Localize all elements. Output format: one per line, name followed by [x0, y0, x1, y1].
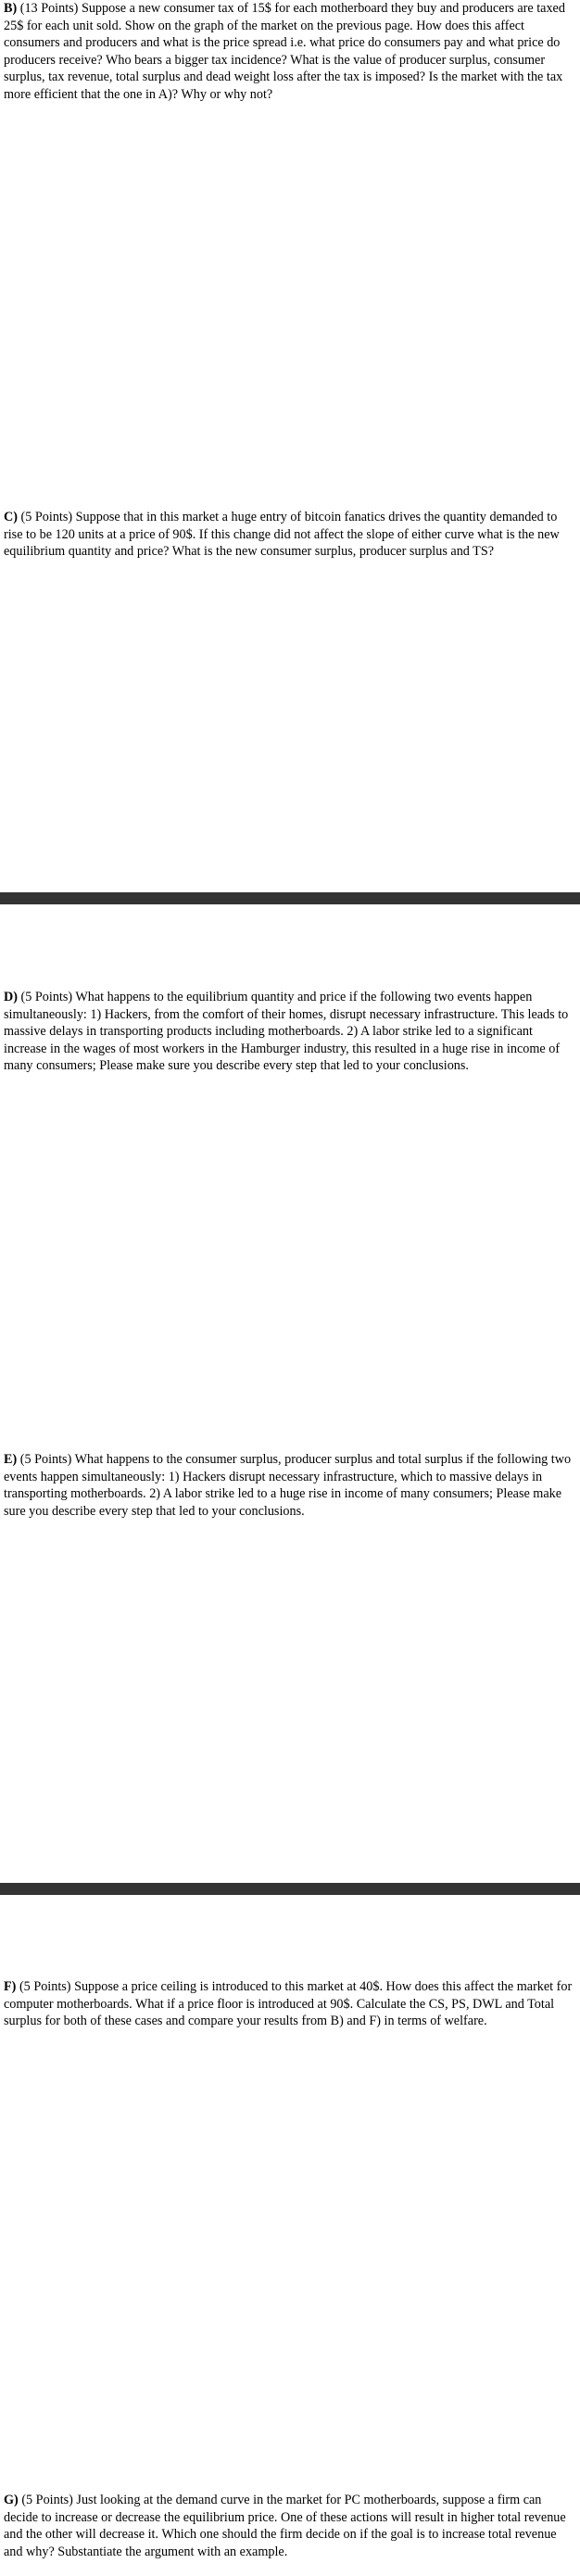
question-b	[4, 0, 578, 103]
question-label: E)	[4, 1452, 18, 1467]
page-divider	[0, 1883, 580, 1895]
question-f	[4, 1978, 578, 2030]
question-d	[4, 989, 578, 1075]
question-label: F)	[4, 1979, 17, 1994]
question-text: (5 Points) What happens to the consumer surplus, producer surplus and total surplus if the following two events happen simultaneously: 1) Hackers disrupt necessary infrastructure, which to massive delays in transporting motherboards. 2) A labor strike led to a huge rise in income of many consumers; Please make sure you describe every step that led to your conclusions.	[4, 1452, 572, 1519]
question-text: (5 Points) What happens to the equilibrium quantity and price if the following two events happen simultaneously: 1) Hackers, from the comfort of their homes, disrupt necessary infrastructure. This leads to massive delays in transporting products including motherboards. 2) A labor strike led to a significant increase in the wages of most workers in the Hamburger industry, this resulted in a huge rise in income of many consumers; Please make sure you describe every step that led to your conclusions.	[4, 990, 569, 1073]
question-g	[4, 2492, 578, 2560]
question-text: (13 Points) Suppose a new consumer tax of 15$ for each motherboard they buy and producers are taxed 25$ for each unit sold. Show on the graph of the market on the previous page. How does this affect consumers and producers and what is the price spread i.e. what price do consumers pay and what price do producers receive? Who bears a bigger tax incidence? What is the value of producer surplus, consumer surplus, tax revenue, total surplus and dead weight loss after the tax is imposed? Is the market with the tax more efficient that the one in A)? Why or why not?	[4, 1, 565, 102]
question-text: (5 Points) Suppose a price ceiling is introduced to this market at 40$. How does this affect the market for computer motherboards. What if a price floor is introduced at 90$. Calculate the CS, PS, DWL and Total surplus for both of these cases and compare your results from B) and F) in terms of welfare.	[4, 1979, 573, 2028]
question-label: G)	[4, 2493, 19, 2507]
page-divider	[0, 892, 580, 904]
question-text: (5 Points) Suppose that in this market a huge entry of bitcoin fanatics drives the quantity demanded to rise to be 120 units at a price of 90$. If this change did not affect the slope of either curve what is the new equilibrium quantity and price? What is the new consumer surplus, producer surplus and TS?	[4, 510, 560, 559]
question-c	[4, 509, 578, 561]
question-label: C)	[4, 510, 18, 524]
question-text: (5 Points) Just looking at the demand curve in the market for PC motherboards, suppose a firm can decide to increase or decrease the equilibrium price. One of these actions will result in higher total revenue and the other will decrease it. Which one should the firm decide on if the goal is to increase total revenue and why? Substantiate the argument with an example.	[4, 2493, 566, 2559]
question-label: B)	[4, 1, 18, 16]
question-label: D)	[4, 990, 18, 1004]
question-e	[4, 1451, 578, 1520]
